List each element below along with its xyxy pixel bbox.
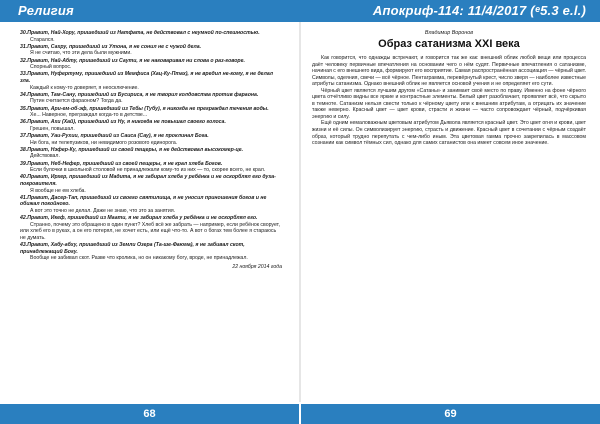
- article-paragraph: Ещё одним немаловажным цветовым атрибутом Дьявола является красный цвет. Это цвет огня и крови, цвет жизни и её силы. Он символизирует энергию, страсть и движение. Красный цвет в сочетании с чёрным создаёт образ, который трудно перепутать с чем-либо иным. Эта цветовая гамма прочно закрепилась в массовом сознании как символ тёмных сил, однако для самих сатанистов она имеет совсем иное значение.: [312, 120, 586, 147]
- confession-statement: 41.Правит, Дасер-Тап, пришедший из своего святилища, я не уносил приношения богов и не обижал покойного.: [20, 194, 267, 208]
- page-number-left: 68: [143, 408, 156, 420]
- confession-statement: 32.Правит, Най-Абту, пришедший из Саути, я не наговаривал ни слова о раз-говоре.: [20, 57, 245, 64]
- confession-item: [20, 30, 282, 43]
- confession-statement: 37.Правит, Уаи-Рухии, пришедший из Саиса (Сау), я не проклинал Бога.: [20, 133, 209, 140]
- confession-answer: Хе... Наверное, преграждал когда-то в детстве...: [30, 112, 148, 119]
- confession-statement: 34.Правит, Там-Сану, пришедший из Бусириса, я не творил колдовства против фараона.: [20, 91, 259, 98]
- confession-answer: Грешен, повышал.: [30, 125, 75, 132]
- confession-statement: 36.Правит, Ахи (Хай), пришедший из Ну, я никогда не повышал своего голоса.: [20, 119, 226, 126]
- page-number-right: 69: [444, 408, 457, 420]
- confession-answer: Каждый к кому-то доверяет, я неосключение.: [30, 84, 139, 91]
- article-body: [312, 55, 586, 147]
- gutter-divider: [299, 22, 301, 402]
- confession-list: [20, 30, 282, 262]
- confession-statement: 42.Правит, Икеф, пришедший из Маати, я не забирал хлеба у ребёнка и не оскорблял его.: [20, 215, 258, 222]
- confession-statement: 33.Правит, Нуфертуму, пришедший из Мемфиса (Хац-Ку-Птах), я не вредил не-кому, я не делал зла.: [20, 71, 274, 84]
- left-page: [20, 30, 282, 390]
- confession-answer: Вообще не забивал скот. Разве что кролика, но он никакому богу, вроде, не принадлежал.: [30, 255, 248, 262]
- header-bar: [0, 0, 600, 22]
- confession-answer: Я не считаю, что эти дела были мужними.: [30, 50, 132, 57]
- confession-answer: Если булочки в школьной столовой не принадлежали кому-то из них — то, скорее всего, не крал.: [30, 167, 266, 174]
- confession-item: [20, 147, 282, 160]
- confession-item: [20, 215, 282, 241]
- confession-item: [20, 174, 282, 194]
- section-title: Религия: [18, 3, 74, 18]
- confession-item: [20, 58, 282, 71]
- confession-statement: 35.Правит, Ари-ем-об-эф, пришедший из Тебы (Тубу), я никогда не преграждал течения воды.: [20, 105, 269, 112]
- confession-answer: Странно, почему это обращено в один пункт? Хлеб всё же забрать — например, если ребёнок сворует, или хлеб его в руках, а он его потерял, не хочет есть, или ещё что-то. А вот о богах тем более я стараюсь не думать.: [20, 221, 280, 241]
- confession-statement: 39.Правит, Неб-Нефер, пришедший из своей пещеры, я не крал хлеба Богов.: [20, 160, 223, 167]
- confession-answer: Я вообще не ем хлеба.: [30, 187, 86, 194]
- footer-bar-left: [0, 404, 299, 424]
- article-paragraph: Чёрный цвет является лучшим другом «Сатаны» и занимает своё место по праву. Именно на фоне чёрного цвета отчётливо видны все яркие и контрастные элементы. Белый цвет разоблачает, проявляет всё, что скрыто в темноте. Сатанизм нельзя свести только к чёрному цвету или к внешним атрибутам, а отрицать их значение также неверно. Красный цвет — цвет крови, страсти и жизни — часто сопровождает чёрный, подчёркивая энергию и силу.: [312, 87, 586, 120]
- right-page: [312, 30, 586, 390]
- date-signature: 22 ноября 2014 года: [232, 263, 282, 270]
- confession-item: [20, 161, 282, 174]
- confession-statement: 30.Правит, Най-Хору, пришедший из Натфата, не действовал с неумной по-спешностью.: [20, 30, 260, 36]
- confession-item: [20, 106, 282, 119]
- confession-item: [20, 71, 282, 91]
- article-title: Образ сатанизма XXI века: [378, 38, 520, 50]
- confession-answer: Путин считается фараоном? Тогда да.: [30, 98, 123, 105]
- confession-answer: Ни бога, ни телепузиков, ни невидимого розового единорога.: [30, 139, 178, 146]
- confession-statement: 40.Правит, Ирхер, пришедший из Мадита, я не забирал хлеба у ребёнка и не оскорблял его духа-покровителя.: [20, 174, 276, 187]
- confession-answer: Спорный вопрос.: [30, 64, 72, 71]
- confession-answer: Действовал.: [30, 153, 60, 160]
- confession-item: [20, 92, 282, 105]
- issue-title: Апокриф-114: 11/4/2017 (ᵉ5.3 e.l.): [372, 3, 586, 18]
- confession-statement: 31.Правит, Сахру, пришедший из Утона, я не сонил не с чужой дела.: [20, 43, 202, 50]
- article-author: Владимир Воронов: [424, 30, 474, 36]
- confession-item: [20, 119, 282, 132]
- confession-item: [20, 44, 282, 57]
- confession-answer: Старался.: [30, 36, 55, 43]
- confession-item: [20, 242, 282, 262]
- confession-statement: 38.Правит, Нэфер-Ку, пришедший из своей пещеры, я не действовал высокомер-це.: [20, 146, 244, 153]
- confession-item: [20, 133, 282, 146]
- article-paragraph: Как говорится, что однажды встречают, и говорится так же как: внешний облик любой вещи или процесса даёт человеку первичные впечатления на основании чего о нём судят. Первичные впечатления о сатанизме, начиная с его внешнего вида, формируют его восприятие. Самая распространённая ассоциация — чёрный цвет. Символы, одеяния, свечи — всё чёрное. Пентаграмма, перевёрнутый крест, число зверя — наиболее известные атрибуты сатанизма. Однако внешний облик не является основой учения и не определяет его сути.: [312, 55, 586, 88]
- confession-item: [20, 195, 282, 215]
- confession-answer: А вот это точно не делал. Даже не знаю, что это за занятия.: [30, 207, 176, 214]
- confession-statement: 43.Правит, Хабу-абху, пришедший из Земли Озера (Та-ше-Фаюма), я не забивал скот, принадлежащий Богу.: [20, 242, 245, 255]
- footer-bar-right: [301, 404, 600, 424]
